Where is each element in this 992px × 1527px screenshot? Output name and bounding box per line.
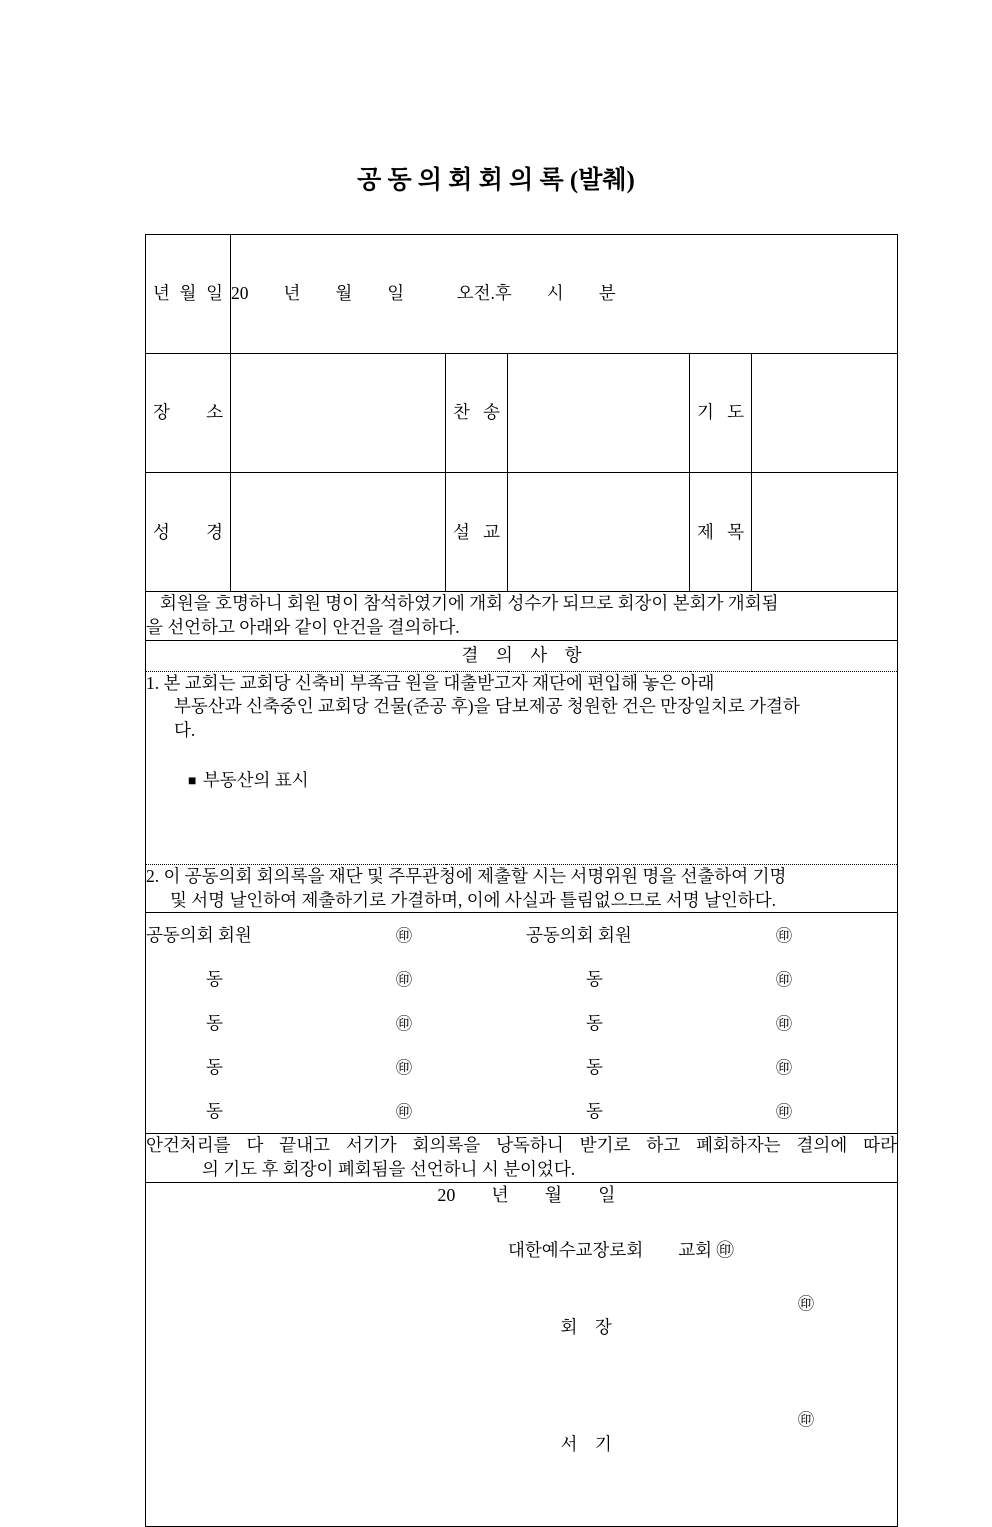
label-scripture: 성 경	[146, 473, 231, 592]
label-sermon-title: 제 목	[690, 473, 752, 592]
resolution-heading: 결 의 사 항	[146, 640, 898, 671]
final-date[interactable]: 20 년 월 일	[437, 1184, 616, 1205]
row-date	[146, 235, 898, 354]
signature-right-name: 동	[586, 1012, 603, 1033]
label-hymn: 찬 송	[446, 354, 508, 473]
row-place	[146, 354, 898, 473]
signature-block	[146, 913, 898, 1134]
signature-left-name: 동	[206, 1012, 223, 1033]
signature-left-seal[interactable]	[396, 913, 526, 957]
row-agenda-item-2	[146, 865, 898, 913]
signature-right-name: 공동의회 회원	[526, 924, 632, 945]
signature-left-name: 동	[206, 968, 223, 989]
signature-left-seal[interactable]	[396, 1045, 526, 1089]
signature-grid	[146, 913, 898, 1133]
row-resolution-heading	[146, 640, 898, 671]
real-estate-marker-label: 부동산의 표시	[202, 769, 309, 790]
seal-icon[interactable]: ㊞	[798, 1293, 815, 1313]
signature-left-name: 공동의회 회원	[146, 924, 252, 945]
agenda-item-1-line-1	[146, 672, 897, 696]
signature-right-seal[interactable]	[776, 1089, 898, 1133]
row-opening-paragraph	[146, 592, 898, 640]
signature-right-seal[interactable]	[776, 957, 898, 1001]
seal-icon: ㊞	[776, 1057, 793, 1077]
field-sermon-value[interactable]	[508, 473, 690, 592]
signature-left-seal[interactable]	[396, 1089, 526, 1133]
field-sermon-title-value[interactable]	[752, 473, 898, 592]
final-chairman-line	[146, 1293, 897, 1388]
signature-right-seal[interactable]	[776, 913, 898, 957]
label-prayer: 기 도	[690, 354, 752, 473]
seal-icon: ㊞	[396, 925, 413, 945]
agenda-item-1-line-3: 다.	[174, 719, 196, 740]
seal-icon: ㊞	[396, 1101, 413, 1121]
seal-icon: ㊞	[776, 1101, 793, 1121]
signature-row	[146, 1045, 898, 1089]
signature-row	[146, 1001, 898, 1045]
label-date: 년 월 일	[146, 235, 231, 354]
real-estate-marker-line	[146, 769, 897, 793]
seal-icon: ㊞	[396, 1013, 413, 1033]
signature-left-name: 동	[206, 1056, 223, 1077]
agenda-item-2-cell	[146, 865, 898, 913]
field-place-value[interactable]	[231, 354, 446, 473]
meeting-minutes-table	[145, 234, 898, 1527]
agenda-item-2-line-1	[146, 865, 897, 889]
seal-icon: ㊞	[396, 1057, 413, 1077]
page-title: 공 동 의 회 회 의 록 (발췌)	[357, 167, 635, 194]
real-estate-blank-area[interactable]	[146, 792, 897, 864]
signature-row	[146, 1089, 898, 1133]
closing-paragraph-cell	[146, 1134, 898, 1182]
final-secretary-line	[146, 1409, 897, 1504]
signature-right-seal[interactable]	[776, 1001, 898, 1045]
agenda-item-2-text-1: 이 공동의회 회의록을 재단 및 주무관청에 제출할 시는 서명위원 명을 선출하여 기명	[163, 866, 787, 887]
final-block	[146, 1182, 898, 1526]
field-date-value[interactable]: 20 년 월 일 오전.후 시 분	[231, 235, 898, 354]
seal-icon: ㊞	[776, 925, 793, 945]
agenda-item-1-cell	[146, 671, 898, 865]
label-sermon: 설 교	[446, 473, 508, 592]
seal-icon: ㊞	[776, 1013, 793, 1033]
signature-left-name: 동	[206, 1100, 223, 1121]
opening-paragraph-cell	[146, 592, 898, 640]
signature-left-seal[interactable]	[396, 1001, 526, 1045]
agenda-item-1-number: 1.	[146, 672, 160, 693]
row-signatures	[146, 913, 898, 1134]
signature-right-name: 동	[586, 1100, 603, 1121]
agenda-item-2-line-2: 및 서명 날인하여 제출하기로 가결하며, 이에 사실과 틀림없으므로 서명 날인하다.	[170, 889, 776, 910]
final-chairman-label: 회 장	[560, 1317, 612, 1338]
signature-row	[146, 913, 898, 957]
row-final-block	[146, 1182, 898, 1526]
signature-right-seal[interactable]	[776, 1045, 898, 1089]
final-secretary-label: 서 기	[560, 1433, 612, 1454]
agenda-item-1-line-2: 부동산과 신축중인 교회당 건물(준공 후)을 담보제공 청원한 건은 만장일치로 가결하	[174, 696, 800, 717]
agenda-item-1-text-1: 본 교회는 교회당 신축비 부족금 원을 대출받고자 재단에 편입해 놓은 아래	[163, 672, 715, 693]
closing-paragraph-line-2: 의 기도 후 회장이 폐회됨을 선언하니 시 분이었다.	[202, 1159, 576, 1179]
seal-icon: ㊞	[776, 969, 793, 989]
signature-row	[146, 957, 898, 1001]
label-place: 장 소	[146, 354, 231, 473]
field-prayer-value[interactable]	[752, 354, 898, 473]
closing-paragraph-line-1: 안건처리를 다 끝내고 서기가 회의록을 낭독하니 받기로 하고 폐회하자는 결의에 따라	[146, 1135, 897, 1156]
seal-icon[interactable]: ㊞	[798, 1410, 815, 1430]
row-agenda-item-1	[146, 671, 898, 865]
signature-right-name: 동	[586, 968, 603, 989]
row-closing-paragraph	[146, 1134, 898, 1182]
field-scripture-value[interactable]	[231, 473, 446, 592]
row-scripture	[146, 473, 898, 592]
signature-left-seal[interactable]	[396, 957, 526, 1001]
agenda-item-2-number: 2.	[146, 866, 160, 887]
opening-paragraph-line-2: 을 선언하고 아래와 같이 안건을 결의하다.	[146, 617, 460, 637]
opening-paragraph-line-1: 회원을 호명하니 회원 명이 참석하였기에 개회 성수가 되므로 회장이 본회가 개회됨	[160, 593, 779, 614]
field-hymn-value[interactable]	[508, 354, 690, 473]
signature-right-name: 동	[586, 1056, 603, 1077]
seal-icon: ㊞	[396, 969, 413, 989]
final-organization: 대한예수교장로회 교회 ㊞	[508, 1239, 734, 1260]
filled-square-icon: ■	[188, 773, 199, 789]
